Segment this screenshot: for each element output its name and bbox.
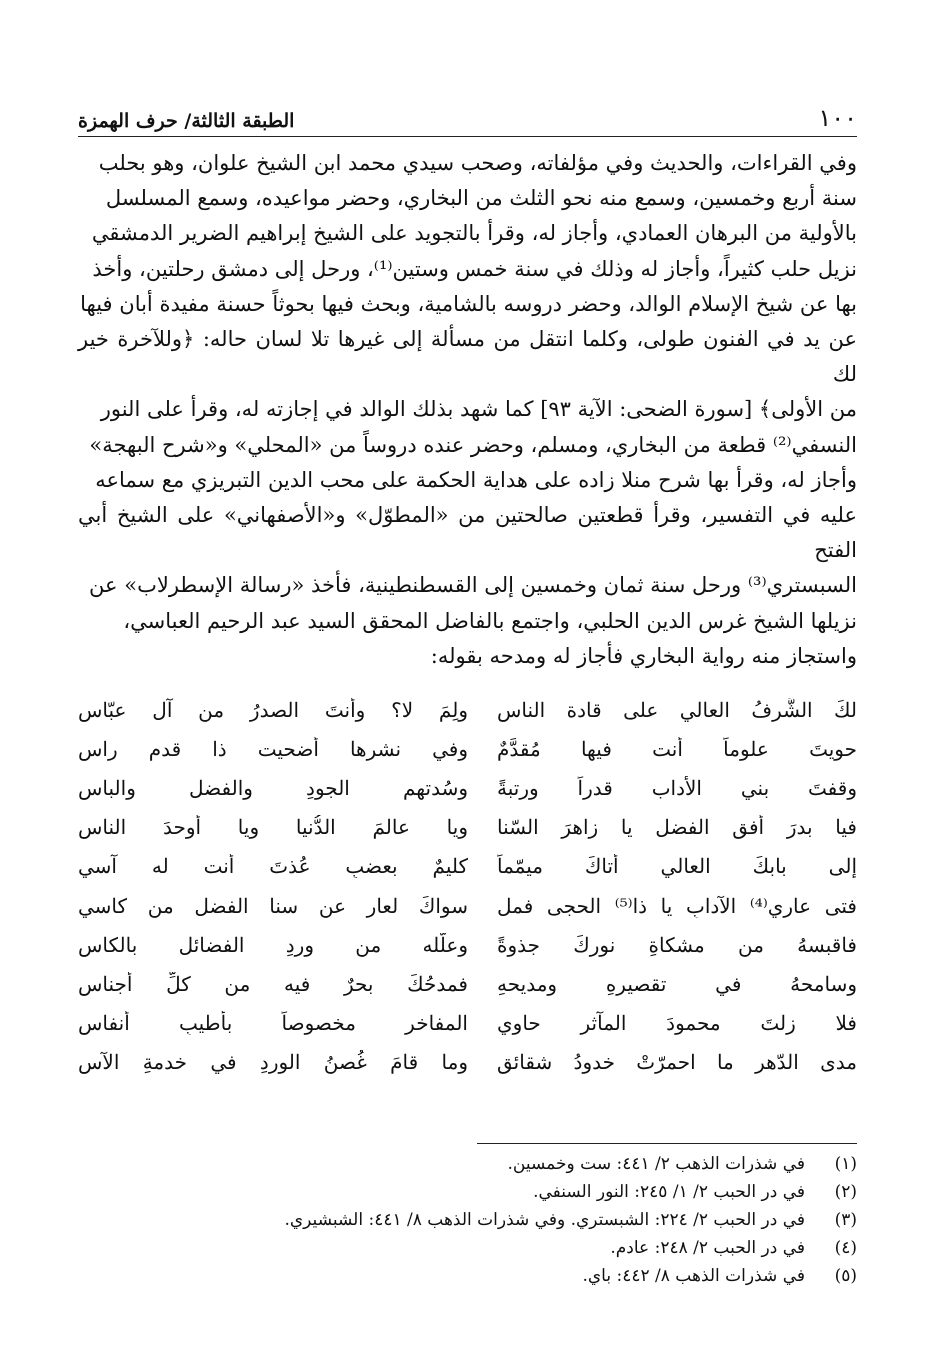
body-line: وفي القراءات، والحديث وفي مؤلفاته، وصحب سيدي محمد ابن الشيخ علوان، وهو بحلب [98,151,857,175]
footnote-number: (٢) [834,1182,857,1202]
verse-first-hemistich: حويتَ علوماً أنت فيها مُقدَّمٌ [497,736,857,761]
verse-first-hemistich: لكَ الشَّرفُ العالي على قادة الناسِ [497,697,857,722]
footnote-number: (٤) [834,1238,857,1258]
verse-second-hemistich: وسُدتهم الجودِ والفضلِ والباسِ [78,775,468,800]
poem-verse [78,808,857,847]
verse-second-hemistich: كليمٌ بعضبٍ عُذتَ أنت له آسي [78,854,468,879]
verse-first-hemistich: إلى بابكَ العالي أتاكَ ميمّماً [497,854,857,879]
verse-first-hemistich: فتى عاري⁽⁴⁾ الآدابِ يا ذا⁽⁵⁾ الحجى فمل [497,893,857,918]
body-line: السبستري⁽³⁾ ورحل سنة ثمان وخمسين إلى القسطنطينية، فأخذ «رسالة الإسطرلاب» عن [89,573,857,598]
poem-verse [78,964,857,1003]
body-line: واستجاز منه رواية البخاري فأجاز له ومدحه بقوله: [430,643,857,668]
body-line: بالأولية من البرهان العمادي، وأجاز له، وقرأ بالتجويد على الشيخ إبراهيم الضرير الدمشقي [91,221,857,246]
verse-second-hemistich: وما قامَ غُصنُ الوردِ في خدمةِ الآسِ [78,1050,468,1075]
poem-verse [78,690,857,729]
header-divider [78,136,857,137]
verse-first-hemistich: فلا زلتَ محمودَ المآثرِ حاوي [497,1011,857,1036]
verse-second-hemistich: فمدحُكَ بحرٌ فيه من كلِّ أجناسِ [78,971,468,996]
poem-verse [78,925,857,964]
footnote-text: في شذرات الذهب ٢/ ٤٤١: ست وخمسين. [507,1154,805,1174]
footnote-number: (٥) [834,1266,857,1286]
body-line: نزيل حلب كثيراً، وأجاز له وذلك في سنة خمس وستين⁽¹⁾، ورحل إلى دمشق رحلتين، وأخذ [92,256,857,281]
verse-first-hemistich: فاقبسهُ من مشكاةِ نورِكَ جذوةً [497,932,857,957]
verse-first-hemistich: وقفتَ بني الأداب قدراً ورتبةً [497,775,857,800]
footnote [78,1206,857,1234]
footnote-text: في در الحبب ٢/ ٢٢٤: الشبستري. وفي شذرات الذهب ٨/ ٤٤١: الشبشيري. [284,1210,805,1230]
verse-second-hemistich: ولِمَ لا؟ وأنتَ الصدرُ من آلِ عبّاسِ [78,697,468,722]
verse-second-hemistich: ويا عالمَ الدُّنيا ويا أوحدَ الناسِ [78,815,468,840]
footnote-number: (٣) [834,1210,857,1230]
body-line: عن يد في الفنون طولى، وكلما انتقل من مسألة إلى غيرها تلا لسان حاله: ﴿وللآخرة خير لك [78,327,857,387]
verse-first-hemistich: وسامحهُ في تقصيرهِ ومديحهِ [497,971,857,996]
footnote [78,1234,857,1262]
running-title: الطبقة الثالثة/ حرف الهمزة [78,110,295,132]
footnote-text: في در الحبب ٢/ ٢٤٨: عادم. [610,1238,805,1258]
body-line: عليه في التفسير، وقرأ قطعتين صالحتين من «المطوّل» و«الأصفهاني» على الشيخ أبي الفتح [78,503,857,563]
page-number: ١٠٠ [818,104,857,132]
footnotes [78,1150,857,1290]
poem-verse [78,1004,857,1043]
footnote [78,1150,857,1178]
page-header [78,92,857,132]
verse-first-hemistich: فيا بدرَ أفقِ الفضلِ يا زاهرَ السّنا [497,815,857,840]
verse-second-hemistich: سواكَ لعارٍ عن سنا الفضلِ من كاسي [78,893,468,918]
body-line: نزيلها الشيخ غرس الدين الحلبي، واجتمع بالفاضل المحقق السيد عبد الرحيم العباسي، [123,608,857,633]
body-line: وأجاز له، وقرأ بها شرح منلا زاده على هداية الحكمة على محب الدين التبريزي مع سماعه [95,467,857,492]
footnote [78,1178,857,1206]
body-line: النسفي⁽²⁾ قطعة من البخاري، ومسلم، وحضر عنده دروساً من «المحلي» و«شرح البهجة» [89,432,857,457]
body-text [78,146,857,674]
poem-verse [78,847,857,886]
verse-second-hemistich: وفي نشرها أضحيت ذا قدم راسِ [78,736,468,761]
body-line: سنة أربع وخمسين، وسمع منه نحو الثلث من البخاري، وحضر مواعيده، وسمع المسلسل [105,186,857,211]
poem-verse [78,768,857,807]
poem-verse [78,1043,857,1082]
verse-first-hemistich: مدى الدّهرِ ما احمرّتْ خدودُ شقائقٍ [497,1050,857,1075]
poem-verse [78,729,857,768]
footnote-divider [477,1143,857,1144]
verse-second-hemistich: المفاخرِ مخصوصاً بأطيبِ أنفاسِ [78,1011,468,1036]
body-line: بها عن شيخ الإسلام الوالد، وحضر دروسه بالشامية، وبحث فيها بحوثاً حسنة مفيدة أبان فيها [80,291,857,316]
poem-verse [78,886,857,925]
footnote-number: (١) [834,1154,857,1174]
footnote-text: في شذرات الذهب ٨/ ٤٤٢: باي. [582,1266,805,1286]
body-line: من الأولى﴾ [سورة الضحى: الآية ٩٣] كما شهد بذلك الوالد في إجازته له، وقرأ على النور [100,397,857,422]
footnote-text: في در الحبب ٢/ ١/ ٢٤٥: النور السنفي. [533,1182,805,1202]
verse-second-hemistich: وعلّله من وردِ الفضائلِ بالكاسِ [78,932,468,957]
poem [78,690,857,1082]
footnote [78,1262,857,1290]
